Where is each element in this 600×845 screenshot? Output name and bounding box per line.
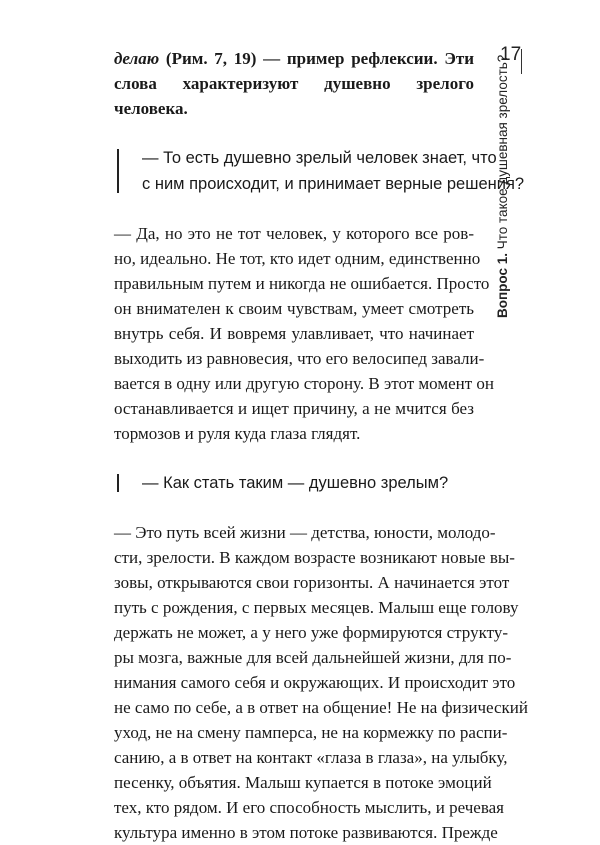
answer-line: зовы, открываются свои горизонты. А начинается этот (114, 573, 510, 592)
running-head-title: Что такое душевная зрелость? (495, 54, 510, 254)
answer-line: тех, кто рядом. И его способность мыслить, и речевая (114, 798, 504, 817)
answer-line: сти, зрелости. В каждом возрасте возникают новые вы- (114, 548, 515, 567)
running-head-chapter: Вопрос 1. (495, 253, 510, 318)
answer-line: выходить из равновесия, что его велосипед завали- (114, 349, 485, 368)
question-line: — Как стать таким — душевно зрелым? (142, 474, 449, 492)
question-line: — То есть душевно зрелый человек знает, что (142, 149, 497, 167)
interview-question (114, 470, 474, 496)
answer-line: нимания самого себя и окружающих. И происходит это (114, 673, 516, 692)
intro-paragraph (114, 46, 474, 121)
interview-question (114, 145, 525, 197)
intro-emphasis: делаю (114, 49, 160, 68)
answer-line: он внимателен к своим чувствам, умеет смотреть (114, 299, 474, 318)
answer-line: культура именно в этом потоке развиваются. Прежде (114, 823, 498, 842)
answer-line: уход, не на смену памперса, не на кормежку по распи- (114, 723, 508, 742)
answer-line: останавливается и ищет причину, а не мчится без (114, 399, 474, 418)
question-line: с ним происходит, и принимает верные решения? (142, 175, 525, 193)
answer-line: правильным путем и никогда не ошибается. Просто (114, 274, 490, 293)
intro-rest: — пример рефлексии. Эти (256, 49, 474, 68)
running-head (494, 54, 512, 318)
intro-line: слова характеризуют душевно зрелого (114, 74, 474, 93)
answer-paragraph (114, 221, 495, 446)
answer-paragraph (114, 520, 528, 845)
answer-line: вается в одну или другую сторону. В этот момент он (114, 374, 495, 393)
answer-line: санию, а в ответ на контакт «глаза в глаза», на улыбку, (114, 748, 508, 767)
page-number: 17 (500, 44, 522, 65)
answer-line: путь с рождения, с первых месяцев. Малыш еще голову (114, 598, 519, 617)
answer-line: — Да, но это не тот человек, у которого все ров- (114, 224, 474, 243)
answer-line: внутрь себя. И вовремя улавливает, что начинает (114, 324, 474, 343)
answer-line: но, идеально. Не тот, кто идет одним, единственно (114, 249, 481, 268)
answer-line: ры мозга, важные для всей дальнейшей жизни, для по- (114, 648, 512, 667)
question-marker (117, 149, 119, 193)
answer-line: держать не может, а у него уже формируются структу- (114, 623, 508, 642)
intro-line: человека. (114, 99, 188, 118)
intro-reference: (Рим. 7, 19) (159, 49, 257, 68)
answer-line: тормозов и руля куда глаза глядят. (114, 424, 361, 443)
answer-line: не само по себе, а в ответ на общение! Не на физический (114, 698, 528, 717)
page-number-divider (521, 49, 522, 74)
answer-line: песенку, объятия. Малыш купается в потоке эмоций (114, 773, 492, 792)
intro-line (114, 46, 474, 71)
answer-line: — Это путь всей жизни — детства, юности, молодо- (114, 523, 496, 542)
question-marker (117, 474, 119, 492)
